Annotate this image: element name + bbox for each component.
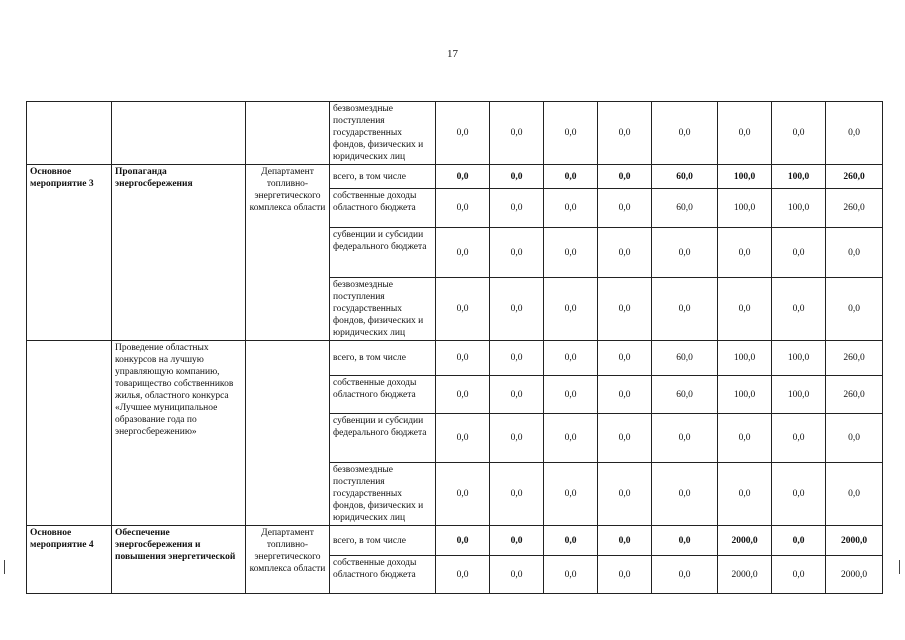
- value-cell: 0,0: [490, 414, 544, 463]
- event-label-cell: Основное мероприятие 3: [27, 165, 112, 341]
- value-cell: 0,0: [598, 526, 652, 556]
- funding-source-cell: безвозмездные поступления государственных фондов, физических и юридических лиц: [330, 463, 436, 526]
- value-cell: 260,0: [826, 341, 883, 376]
- value-cell: 0,0: [436, 278, 490, 341]
- event-label-cell: [27, 341, 112, 526]
- executor-cell: Департамент топливно-энергетического комплекса области: [246, 526, 330, 594]
- executor-cell: Департамент топливно-энергетического комплекса области: [246, 165, 330, 341]
- value-cell: 0,0: [436, 463, 490, 526]
- value-cell: 0,0: [490, 165, 544, 189]
- value-cell: 0,0: [598, 414, 652, 463]
- value-cell: 0,0: [544, 414, 598, 463]
- value-cell: 0,0: [826, 278, 883, 341]
- value-cell: 0,0: [826, 102, 883, 165]
- funding-source-cell: всего, в том числе: [330, 341, 436, 376]
- value-cell: 0,0: [718, 463, 772, 526]
- value-cell: 100,0: [772, 189, 826, 228]
- event-title-cell: Обеспечение энергосбережения и повышения энергетической: [112, 526, 246, 594]
- funding-source-cell: субвенции и субсидии федерального бюджета: [330, 414, 436, 463]
- value-cell: 0,0: [436, 341, 490, 376]
- value-cell: 0,0: [826, 463, 883, 526]
- value-cell: 0,0: [772, 102, 826, 165]
- value-cell: 0,0: [598, 463, 652, 526]
- value-cell: 0,0: [718, 102, 772, 165]
- executor-cell: [246, 341, 330, 526]
- value-cell: 260,0: [826, 376, 883, 414]
- event-label-cell: Основное мероприятие 4: [27, 526, 112, 594]
- table-row: [27, 102, 883, 165]
- value-cell: 100,0: [772, 376, 826, 414]
- funding-source-cell: всего, в том числе: [330, 165, 436, 189]
- event-label-cell: [27, 102, 112, 165]
- value-cell: 0,0: [436, 526, 490, 556]
- value-cell: 0,0: [598, 278, 652, 341]
- value-cell: 0,0: [772, 526, 826, 556]
- value-cell: 0,0: [544, 102, 598, 165]
- funding-source-cell: субвенции и субсидии федерального бюджета: [330, 228, 436, 278]
- value-cell: 100,0: [772, 341, 826, 376]
- table-row: [27, 341, 883, 376]
- value-cell: 0,0: [772, 463, 826, 526]
- value-cell: 0,0: [490, 102, 544, 165]
- value-cell: 0,0: [436, 165, 490, 189]
- value-cell: 0,0: [718, 278, 772, 341]
- value-cell: 0,0: [490, 526, 544, 556]
- value-cell: 0,0: [598, 165, 652, 189]
- value-cell: 0,0: [652, 556, 718, 594]
- value-cell: 2000,0: [826, 556, 883, 594]
- value-cell: 0,0: [436, 189, 490, 228]
- funding-source-cell: всего, в том числе: [330, 526, 436, 556]
- value-cell: 0,0: [436, 102, 490, 165]
- value-cell: 0,0: [544, 341, 598, 376]
- value-cell: 0,0: [598, 556, 652, 594]
- value-cell: 100,0: [772, 165, 826, 189]
- value-cell: 0,0: [652, 463, 718, 526]
- value-cell: 0,0: [544, 278, 598, 341]
- value-cell: 260,0: [826, 165, 883, 189]
- value-cell: 60,0: [652, 376, 718, 414]
- value-cell: 0,0: [490, 341, 544, 376]
- value-cell: 0,0: [544, 165, 598, 189]
- value-cell: 0,0: [652, 526, 718, 556]
- value-cell: 0,0: [652, 414, 718, 463]
- value-cell: 0,0: [718, 228, 772, 278]
- funding-source-cell: безвозмездные поступления государственных фондов, физических и юридических лиц: [330, 278, 436, 341]
- value-cell: 0,0: [598, 228, 652, 278]
- right-edge-mark: [899, 560, 900, 574]
- table-row: [27, 165, 883, 189]
- table-row: [27, 526, 883, 556]
- value-cell: 0,0: [652, 228, 718, 278]
- value-cell: 0,0: [490, 376, 544, 414]
- value-cell: 0,0: [772, 414, 826, 463]
- event-title-cell: Пропаганда энергосбережения: [112, 165, 246, 341]
- value-cell: 2000,0: [718, 526, 772, 556]
- event-title-cell: [112, 102, 246, 165]
- value-cell: 0,0: [490, 278, 544, 341]
- value-cell: 0,0: [544, 526, 598, 556]
- value-cell: 0,0: [544, 463, 598, 526]
- value-cell: 0,0: [490, 463, 544, 526]
- event-title-cell: Проведение областных конкурсов на лучшую управляющую компанию, товарищество собственников жилья, областного конкурса «Лучшее муниципальное образование года по энергосбережению»: [112, 341, 246, 526]
- value-cell: 60,0: [652, 189, 718, 228]
- value-cell: 0,0: [772, 228, 826, 278]
- value-cell: 0,0: [772, 556, 826, 594]
- value-cell: 0,0: [490, 189, 544, 228]
- value-cell: 0,0: [652, 278, 718, 341]
- funding-source-cell: собственные доходы областного бюджета: [330, 556, 436, 594]
- value-cell: 260,0: [826, 189, 883, 228]
- value-cell: 60,0: [652, 341, 718, 376]
- left-edge-mark: [4, 560, 5, 574]
- value-cell: 2000,0: [826, 526, 883, 556]
- value-cell: 0,0: [544, 228, 598, 278]
- value-cell: 60,0: [652, 165, 718, 189]
- value-cell: 0,0: [490, 556, 544, 594]
- executor-cell: [246, 102, 330, 165]
- budget-table: [26, 101, 883, 594]
- funding-source-cell: собственные доходы областного бюджета: [330, 189, 436, 228]
- value-cell: 0,0: [598, 102, 652, 165]
- value-cell: 0,0: [598, 341, 652, 376]
- value-cell: 0,0: [436, 556, 490, 594]
- value-cell: 0,0: [826, 228, 883, 278]
- value-cell: 0,0: [544, 376, 598, 414]
- funding-source-cell: собственные доходы областного бюджета: [330, 376, 436, 414]
- value-cell: 0,0: [772, 278, 826, 341]
- value-cell: 100,0: [718, 189, 772, 228]
- value-cell: 0,0: [490, 228, 544, 278]
- value-cell: 100,0: [718, 341, 772, 376]
- value-cell: 0,0: [436, 228, 490, 278]
- value-cell: 0,0: [598, 189, 652, 228]
- value-cell: 0,0: [826, 414, 883, 463]
- page-number: 17: [447, 48, 458, 60]
- value-cell: 0,0: [598, 376, 652, 414]
- value-cell: 0,0: [436, 414, 490, 463]
- value-cell: 0,0: [652, 102, 718, 165]
- value-cell: 0,0: [436, 376, 490, 414]
- value-cell: 2000,0: [718, 556, 772, 594]
- value-cell: 0,0: [718, 414, 772, 463]
- value-cell: 0,0: [544, 189, 598, 228]
- value-cell: 100,0: [718, 376, 772, 414]
- funding-source-cell: безвозмездные поступления государственных фондов, физических и юридических лиц: [330, 102, 436, 165]
- value-cell: 100,0: [718, 165, 772, 189]
- value-cell: 0,0: [544, 556, 598, 594]
